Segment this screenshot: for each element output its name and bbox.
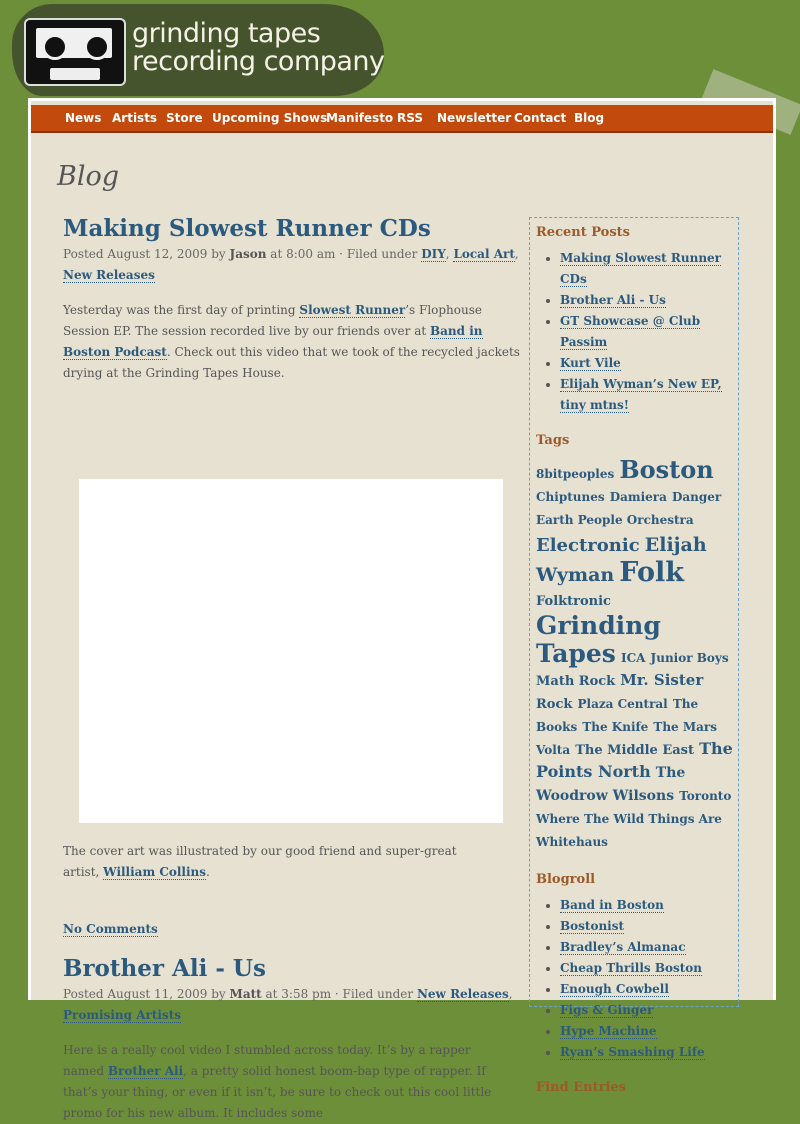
recent-posts-heading: Recent Posts bbox=[536, 225, 630, 240]
slowest-runner-link[interactable]: Slowest Runner bbox=[299, 303, 406, 317]
brand-line-1: grinding tapes bbox=[132, 18, 321, 49]
blogroll-link[interactable]: Enough Cowbell bbox=[560, 982, 669, 996]
list-item bbox=[560, 248, 738, 290]
nav-rss[interactable]: RSS bbox=[397, 111, 423, 125]
blogroll-link[interactable]: Bradley’s Almanac bbox=[560, 940, 686, 954]
tag-link[interactable]: The Middle East bbox=[575, 743, 695, 758]
main-content bbox=[63, 215, 523, 1120]
blogroll-list bbox=[536, 895, 738, 1063]
nav-store[interactable]: Store bbox=[166, 111, 203, 125]
tag-link[interactable]: The Mars Volta bbox=[536, 720, 718, 757]
tag-link[interactable]: Danger bbox=[671, 490, 722, 504]
post-title-brother-ali[interactable]: Brother Ali - Us bbox=[63, 955, 266, 982]
tag-link[interactable]: Toronto bbox=[679, 789, 732, 803]
tag-link[interactable]: Plaza Central bbox=[577, 697, 668, 711]
nav-contact[interactable]: Contact bbox=[514, 111, 567, 125]
tag-link[interactable]: Chiptunes bbox=[536, 490, 605, 504]
no-comments-link[interactable]: No Comments bbox=[63, 922, 158, 936]
list-item bbox=[560, 958, 738, 979]
recent-post-link[interactable]: Making Slowest Runner CDs bbox=[560, 251, 721, 286]
post-paragraph: The cover art was illustrated by our good friend and super-great artist, William Collins. bbox=[63, 844, 457, 879]
blogroll-link[interactable]: Cheap Thrills Boston bbox=[560, 961, 703, 975]
nav-artists[interactable]: Artists bbox=[112, 111, 158, 125]
recent-post-link[interactable]: Kurt Vile bbox=[560, 356, 621, 370]
brother-ali-link[interactable]: Brother Ali bbox=[107, 1064, 184, 1078]
nav-upcoming-shows[interactable]: Upcoming Shows bbox=[212, 111, 328, 125]
list-item bbox=[560, 290, 738, 311]
william-collins-link[interactable]: William Collins bbox=[103, 865, 207, 879]
page-container bbox=[28, 98, 776, 1120]
nav-manifesto[interactable]: Manifesto bbox=[326, 111, 394, 125]
blogroll-link[interactable]: Bostonist bbox=[560, 919, 625, 933]
tag-link[interactable]: Grinding Tapes bbox=[536, 611, 661, 668]
brand-name[interactable] bbox=[132, 20, 385, 76]
tag-link[interactable]: Junior Boys bbox=[650, 651, 729, 665]
category-diy-link[interactable]: DIY bbox=[421, 247, 446, 261]
tag-link[interactable]: The Points North bbox=[536, 739, 733, 781]
tag-link[interactable]: Whitehaus bbox=[536, 835, 608, 849]
recent-posts-list bbox=[536, 248, 738, 416]
tag-link[interactable]: Mr. Sister bbox=[620, 671, 704, 689]
recent-post-link[interactable]: Elijah Wyman’s New EP, tiny mtns! bbox=[560, 377, 722, 412]
band-in-boston-podcast-link[interactable]: Band in Boston Podcast bbox=[63, 324, 483, 359]
page-title: Blog bbox=[57, 161, 120, 192]
category-new-releases-link[interactable]: New Releases bbox=[416, 987, 509, 1001]
tag-link[interactable]: The Knife bbox=[582, 720, 649, 734]
list-item bbox=[560, 1021, 738, 1042]
list-item bbox=[560, 916, 738, 937]
tag-link[interactable]: Boston bbox=[619, 455, 714, 484]
tag-cloud bbox=[536, 456, 734, 853]
tags-heading: Tags bbox=[536, 433, 570, 448]
tag-link[interactable]: ICA bbox=[620, 651, 646, 665]
tag-link[interactable]: Where The Wild Things Are bbox=[536, 812, 722, 826]
cassette-logo-icon[interactable] bbox=[24, 18, 126, 86]
post-author: Matt bbox=[229, 987, 262, 1001]
category-local-art-link[interactable]: Local Art bbox=[453, 247, 515, 261]
tag-link[interactable]: Earth People Orchestra bbox=[536, 513, 694, 527]
list-item bbox=[560, 1042, 738, 1063]
tag-link[interactable]: Folktronic bbox=[536, 594, 611, 609]
recent-post-link[interactable]: GT Showcase @ Club Passim bbox=[560, 314, 701, 349]
post-meta: Posted August 12, 2009 by Jason at 8:00 am · Filed under DIY, Local Art, New Releases bbox=[63, 247, 519, 282]
tag-link[interactable]: Elijah Wyman bbox=[536, 534, 707, 586]
tag-link[interactable]: The Books bbox=[536, 697, 699, 734]
site-header bbox=[0, 0, 800, 100]
post-title-slowest-runner[interactable]: Making Slowest Runner CDs bbox=[63, 215, 431, 242]
nav-blog[interactable]: Blog bbox=[574, 111, 605, 125]
nav-newsletter[interactable]: Newsletter bbox=[437, 111, 512, 125]
post-paragraph: Here is a really cool video I stumbled across today. It’s by a rapper named Brother Ali, a pretty solid honest boom-bap type of rapper. If that’s your thing, or even if it isn’t, be sure to check out this cool little promo for his new album. It includes some bbox=[63, 1043, 492, 1120]
tag-link[interactable]: Damiera bbox=[609, 490, 667, 504]
list-item bbox=[560, 374, 738, 416]
post-meta: Posted August 11, 2009 by Matt at 3:58 pm · Filed under New Releases, Promising Artists bbox=[63, 987, 513, 1022]
post-brother-ali bbox=[63, 955, 523, 1124]
blogroll-link[interactable]: Figs & Ginger bbox=[560, 1003, 654, 1017]
category-new-releases-link[interactable]: New Releases bbox=[63, 268, 155, 282]
blogroll-heading: Blogroll bbox=[536, 872, 596, 887]
list-item bbox=[560, 1000, 738, 1021]
video-embed[interactable] bbox=[79, 479, 503, 823]
list-item bbox=[560, 979, 738, 1000]
tag-link[interactable]: Rock bbox=[536, 697, 573, 712]
tag-link[interactable]: Electronic bbox=[536, 535, 640, 556]
post-author: Jason bbox=[229, 247, 267, 261]
find-entries-heading: Find Entries bbox=[536, 1080, 626, 1095]
list-item bbox=[560, 895, 738, 916]
tag-link[interactable]: Folk bbox=[619, 557, 684, 588]
tag-link[interactable]: Math Rock bbox=[536, 674, 616, 689]
tag-link[interactable]: The Woodrow Wilsons bbox=[536, 765, 686, 804]
list-item bbox=[560, 353, 738, 374]
main-nav bbox=[31, 105, 773, 133]
post-paragraph: Yesterday was the first day of printing Slowest Runner’s Flophouse Session EP. The session recorded live by our friends over at Band in Boston Podcast. Check out this video that we took of the recycled jackets drying at the Grinding Tapes House. bbox=[63, 303, 520, 380]
sidebar bbox=[529, 217, 739, 1095]
comments-link-wrap bbox=[63, 919, 158, 940]
category-promising-artists-link[interactable]: Promising Artists bbox=[63, 1008, 182, 1022]
list-item bbox=[560, 937, 738, 958]
blogroll-link[interactable]: Band in Boston bbox=[560, 898, 664, 912]
brand-line-2: recording company bbox=[132, 46, 385, 77]
list-item bbox=[560, 311, 738, 353]
recent-post-link[interactable]: Brother Ali - Us bbox=[560, 293, 666, 307]
blogroll-link[interactable]: Ryan’s Smashing Life bbox=[560, 1045, 705, 1059]
blogroll-link[interactable]: Hype Machine bbox=[560, 1024, 657, 1038]
nav-news[interactable]: News bbox=[65, 111, 102, 125]
tag-link[interactable]: 8bitpeoples bbox=[536, 467, 615, 481]
